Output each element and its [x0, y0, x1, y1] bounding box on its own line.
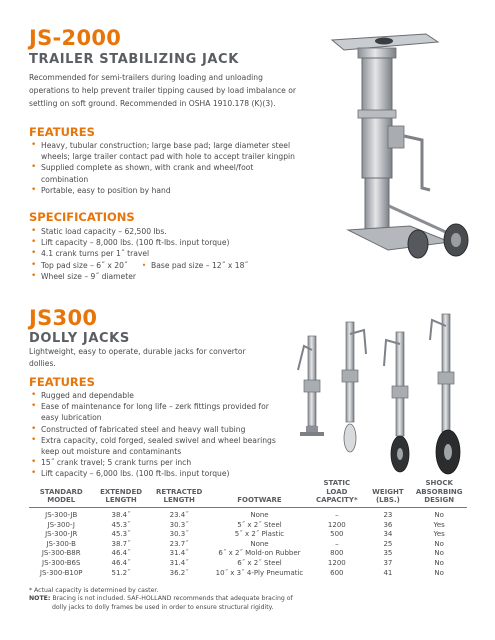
col-header-retracted: RETRACTED LENGTH	[149, 479, 210, 507]
list-item: • Heavy, tubular construction; large base pad; large diameter steel wheels; large trailer contact pad with hole to accept trailer kingpin	[31, 140, 295, 162]
bullet-icon: •	[31, 259, 37, 270]
col-header-capacity: STATIC LOAD CAPACITY*	[309, 479, 364, 507]
bullet-icon: •	[31, 401, 37, 412]
list-item: • Lift capacity – 8,000 lbs. (100 ft-lbs. input torque)	[31, 237, 230, 248]
table-row: JS-300-B8R 46.4˝ 31.4˝ 6˝ x 2˝ Mold-on Rubber 800 35 No	[41, 549, 444, 558]
bullet-icon: •	[31, 140, 37, 150]
col-header-weight: WEIGHT (LBS.)	[364, 479, 411, 507]
js2000-jack-illustration	[318, 30, 483, 270]
table-row: JS-300-B10P 51.2˝ 36.2˝ 10˝ x 3˝ 4-Ply Pneumatic 600 41 No	[39, 568, 444, 577]
js2000-specs-heading: SPECIFICATIONS	[29, 210, 135, 224]
bullet-icon: •	[31, 390, 37, 400]
list-item: • Extra capacity, cold forged, sealed swivel and wheel bearings keep out moisture and contaminants	[31, 434, 276, 457]
list-item: • Lift capacity – 6,000 lbs. (100 ft-lbs. input torque)	[31, 468, 230, 479]
js300-model-title: JS300	[29, 306, 98, 330]
list-item: • Rugged and dependable	[31, 390, 134, 400]
list-item: • 15˝ crank travel; 5 crank turns per inch	[31, 457, 192, 468]
js2000-features-list	[29, 140, 299, 196]
bullet-icon: •	[31, 162, 37, 173]
table-row: JS-300-B6S 46.4˝ 31.4˝ 6˝ x 2˝ Steel 1200 37 No	[42, 558, 444, 567]
js300-spec-table	[29, 479, 467, 578]
list-item: • Portable, easy to position by hand	[31, 184, 171, 195]
table-header-row	[29, 479, 467, 507]
table-notes	[29, 587, 293, 612]
js2000-model-title: JS-2000	[29, 26, 122, 50]
bullet-icon: •	[141, 260, 147, 270]
table-row: JS-300-J 45.3˝ 30.3˝ 5˝ x 2˝ Steel 1200 36 Yes	[47, 520, 445, 529]
js2000-description	[29, 71, 301, 110]
js2000-features-heading: FEATURES	[29, 125, 95, 139]
table-body	[29, 507, 467, 578]
table-row: JS-300-JB 38.4˝ 23.4˝ None – 23 No	[45, 511, 444, 519]
bullet-icon: •	[31, 248, 37, 259]
bullet-icon: •	[31, 434, 37, 445]
list-item: • Supplied complete as shown, with crank and wheel/foot combination	[31, 162, 254, 184]
js300-features-heading: FEATURES	[29, 375, 95, 389]
bullet-icon: •	[31, 270, 37, 281]
bracing-note-cont: dolly jacks to dolly frames be used in order to ensure structural rigidity.	[52, 603, 274, 611]
list-item: • 4.1 crank turns per 1˝ travel	[31, 248, 150, 259]
bullet-icon: •	[31, 423, 37, 434]
bullet-icon: •	[31, 226, 37, 236]
bullet-icon: •	[31, 184, 37, 195]
list-item: • Ease of maintenance for long life – zerk fittings provided for easy lubrication	[31, 401, 269, 423]
js2000-subtitle: TRAILER STABILIZING JACK	[29, 52, 239, 67]
table-row: JS-300-B 38.7˝ 23.7˝ None – 25 No	[46, 539, 444, 548]
list-item: • Static load capacity – 62,500 lbs.	[31, 226, 167, 236]
col-header-footware: FOOTWARE	[210, 479, 310, 507]
col-header-model: STANDARD MODEL	[29, 479, 93, 507]
bracing-note: NOTE: Bracing is not included. SAF-HOLLAND recommends that adequate bracing of	[29, 595, 293, 603]
bullet-icon: •	[31, 468, 37, 479]
bullet-icon: •	[31, 457, 37, 468]
js300-jacks-illustration	[290, 310, 480, 482]
list-item: • Top pad size – 6˝ x 20˝ • Base pad size – 12˝ x 18˝	[31, 259, 249, 270]
col-header-extended: EXTENDED LENGTH	[93, 479, 148, 507]
col-header-shock: SHOCK ABSORBING DESIGN	[411, 479, 467, 507]
bullet-icon: •	[31, 237, 37, 248]
js2000-description-text: Recommended for semi-trailers during loading and unloading operations to help prevent trailer tipping caused by load imbalance or settling on soft ground. Recommended in OSHA 1910.178 (K)(3).	[29, 73, 297, 108]
list-item: • Wheel size – 9˝ diameter	[31, 270, 137, 281]
list-item: • Constructed of fabricated steel and heavy wall tubing	[31, 423, 246, 434]
js2000-specs-list	[29, 226, 319, 282]
js300-features-list	[29, 390, 279, 480]
js300-description	[29, 346, 267, 370]
js300-subtitle: DOLLY JACKS	[29, 331, 130, 346]
table-row: JS-300-JR 45.3˝ 30.3˝ 5˝ x 2˝ Plastic 500 34 Yes	[45, 530, 445, 539]
capacity-footnote: * Actual capacity is determined by caster.	[29, 587, 159, 594]
js300-description-text: Lightweight, easy to operate, durable jacks for convertor dollies.	[29, 347, 246, 368]
